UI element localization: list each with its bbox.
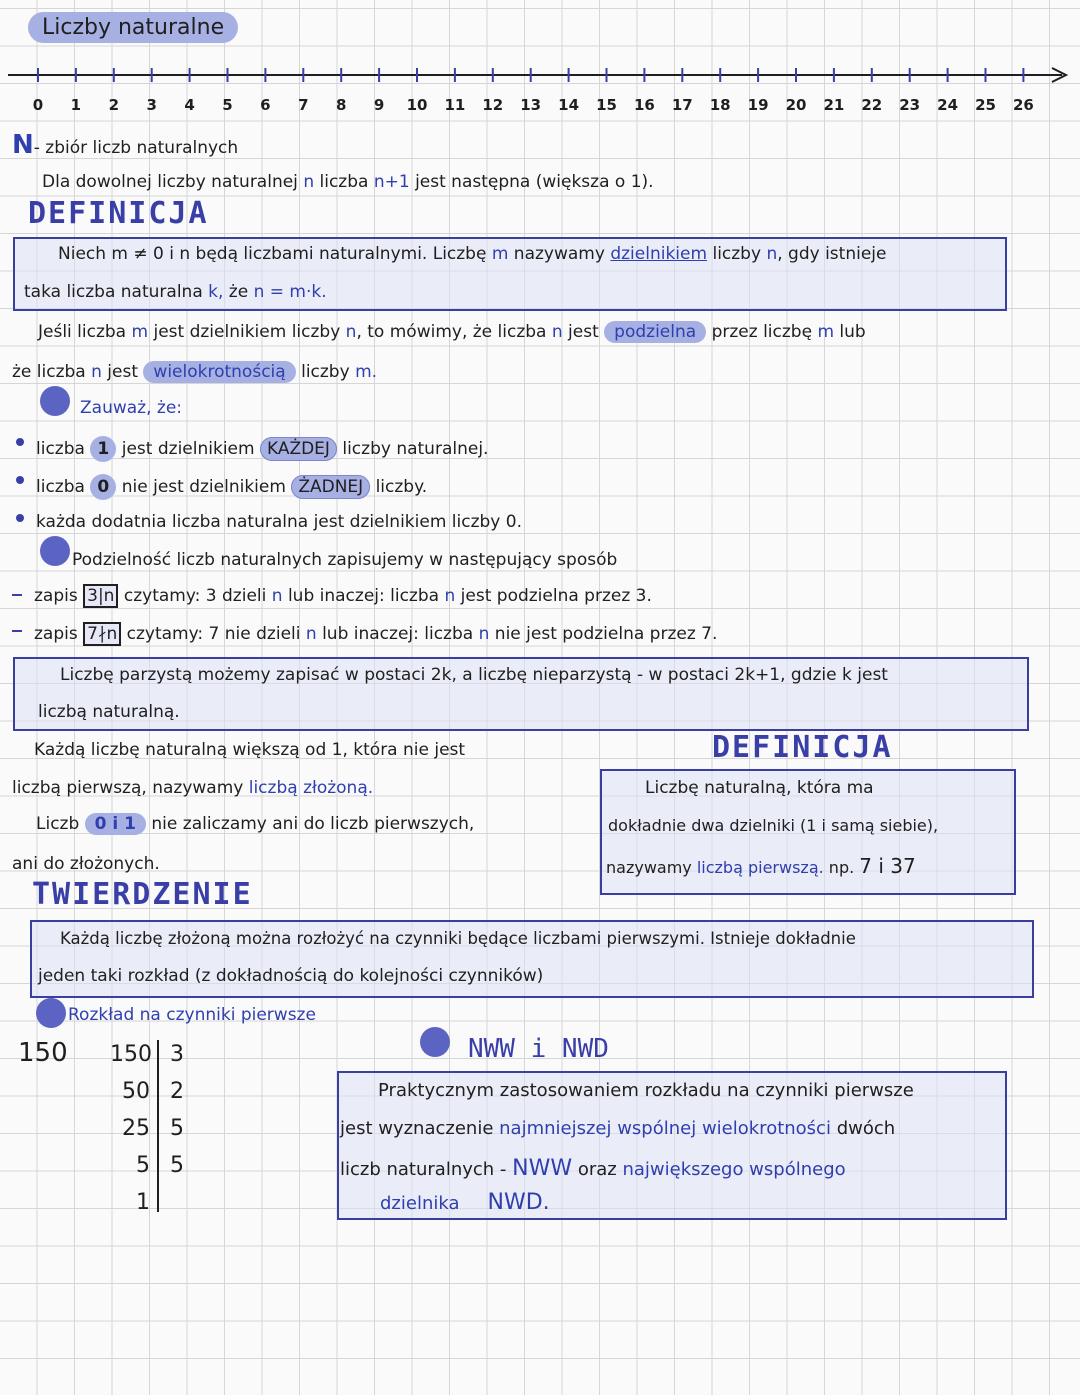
number-line-label: 25: [975, 96, 996, 114]
number-line-label: 20: [785, 96, 807, 114]
equation: n = m·k.: [253, 282, 327, 302]
text: lub: [834, 322, 866, 342]
factorization-number: 150: [18, 1038, 68, 1068]
chip-zadnej: ŻADNEJ: [291, 475, 370, 499]
number-line-label: 23: [899, 96, 921, 114]
text: liczba: [36, 439, 91, 459]
text: liczbą pierwszą, nazywamy: [12, 778, 249, 798]
composite-line-3: [36, 814, 474, 834]
term-dzielnik: dzielnikiem: [610, 244, 708, 264]
number-line-label: 0: [32, 96, 44, 114]
note-bullet-3: każda dodatnia liczba naturalna jest dzielnikiem liczby 0.: [36, 512, 522, 532]
text: jest podzielna przez 3.: [455, 586, 652, 606]
number-line-label: 6: [260, 96, 271, 114]
theorem-line-1: Każdą liczbę złożoną można rozłożyć na czynniki będące liczbami pierwszymi. Istnieje dokładnie: [60, 929, 856, 948]
term-podzielna: podzielna: [604, 321, 706, 343]
number-line-label: 19: [747, 96, 769, 114]
text: przez liczbę: [706, 322, 818, 342]
term-dzielnika: dzielnika: [380, 1193, 460, 1214]
text: jest dzielnikiem: [116, 439, 260, 459]
definition-2-line-1: Liczbę naturalną, która ma: [645, 778, 874, 798]
notation-row-2: [34, 624, 717, 644]
text: jest: [562, 322, 605, 342]
number-line-label: 22: [861, 96, 883, 114]
page-title: Liczby naturalne: [28, 12, 238, 43]
parity-line-2: liczbą naturalną.: [38, 702, 180, 722]
successor-line: [42, 172, 654, 192]
text: , to mówimy, że liczba: [356, 322, 552, 342]
abbr-nwd: NWD.: [487, 1190, 550, 1215]
dash: [12, 594, 22, 596]
section-dot: [420, 1027, 450, 1057]
number-line-label: 13: [520, 96, 542, 114]
number-line-label: 14: [558, 96, 580, 114]
text: Jeśli liczba: [38, 322, 132, 342]
text: Niech m ≠ 0 i n będą liczbami naturalnymi. Liczbę: [58, 244, 492, 264]
factorization-left-value: 5: [136, 1153, 150, 1178]
text: czytamy: 3 dzieli: [118, 586, 272, 606]
term-wielokrotnosc: wielokrotnością: [143, 361, 295, 383]
notation-box-7n: 7∤n: [83, 622, 121, 646]
number-line-label: 12: [482, 96, 504, 114]
text: jest wyznaczenie: [340, 1118, 500, 1139]
nww-line-1: Praktycznym zastosowaniem rozkładu na czynniki pierwsze: [378, 1080, 914, 1101]
var-n: n: [271, 586, 283, 606]
text: , gdy istnieje: [777, 244, 887, 264]
notation-heading: Podzielność liczb naturalnych zapisujemy w następujący sposób: [72, 550, 618, 570]
number-line-label: 10: [406, 96, 428, 114]
text: liczby.: [370, 477, 428, 497]
number-line-label: 8: [335, 96, 347, 114]
number-zero: 0: [90, 474, 116, 500]
number-line-label: 9: [373, 96, 385, 114]
bullet: [16, 476, 24, 484]
text: nazywamy: [508, 244, 611, 264]
term-liczba-pierwsza: liczbą pierwszą.: [696, 858, 824, 877]
number-line-label: 15: [596, 96, 617, 114]
var-n: n: [303, 172, 315, 192]
notation-row-1: [34, 586, 652, 606]
text: czytamy: 7 nie dzieli: [121, 624, 306, 644]
nww-heading: NWW i NWD: [468, 1034, 609, 1064]
chip-kazdej: KAŻDEJ: [260, 437, 337, 461]
abbr-nww: NWW: [512, 1156, 573, 1181]
text: np.: [823, 858, 860, 877]
text: że liczba: [12, 362, 92, 382]
theorem-heading: TWIERDZENIE: [32, 877, 253, 912]
number-one: 1: [90, 436, 116, 462]
text: nie jest podzielna przez 7.: [489, 624, 718, 644]
section-dot: [40, 386, 70, 416]
var-n: n: [478, 624, 490, 644]
nww-line-4: [380, 1190, 550, 1215]
factorization-left-value: 150: [110, 1042, 152, 1067]
text: liczba: [36, 477, 91, 497]
definition-heading-2: DEFINICJA: [712, 730, 893, 765]
text: taka liczba naturalna: [24, 282, 209, 302]
factorization-divider: [157, 1040, 159, 1212]
number-line-label: 2: [108, 96, 120, 114]
text: jest następna (większa o 1).: [409, 172, 654, 192]
set-n-symbol: N: [12, 130, 34, 160]
composite-line-1: Każdą liczbę naturalną większą od 1, która nie jest: [34, 740, 466, 760]
section-dot: [36, 998, 66, 1028]
var-k: k,: [208, 282, 224, 302]
note-heading: Zauważ, że:: [80, 398, 182, 418]
number-line-label: 7: [298, 96, 309, 114]
var-m: m.: [355, 362, 378, 382]
term-nwd: największego wspólnego: [622, 1159, 846, 1180]
definition-1-line-2: [24, 282, 327, 302]
number-line-label: 21: [823, 96, 845, 114]
text: jest: [101, 362, 144, 382]
definition-heading-1: DEFINICJA: [28, 196, 209, 231]
section-dot: [40, 536, 70, 566]
parity-line-1: Liczbę parzystą możemy zapisać w postaci 2k, a liczbę nieparzystą - w postaci 2k+1, gdzie k jest: [60, 665, 888, 685]
number-line-label: 1: [70, 96, 82, 114]
text: lub inaczej: liczba: [316, 624, 479, 644]
term-liczba-zlozona: liczbą złożoną.: [248, 778, 374, 798]
example: 7 i 37: [859, 854, 916, 878]
text: Dla dowolnej liczby naturalnej: [42, 172, 304, 192]
definition-2-line-2: dokładnie dwa dzielniki (1 i samą siebie),: [608, 816, 939, 835]
text: że: [223, 282, 254, 302]
text: Liczb: [36, 814, 85, 834]
divisible-line-2: [12, 362, 377, 382]
factorization-left-value: 50: [122, 1079, 150, 1104]
factorization-prime-factor: 2: [170, 1079, 184, 1104]
text: jest dzielnikiem liczby: [148, 322, 346, 342]
definition-1-line-1: [58, 244, 886, 264]
dash: [12, 630, 22, 632]
factorization-left-value: 1: [136, 1190, 150, 1215]
number-line-label: 3: [146, 96, 157, 114]
theorem-line-2: jeden taki rozkład (z dokładnością do kolejności czynników): [38, 966, 544, 986]
number-line-label: 16: [633, 96, 655, 114]
var-n1: n+1: [373, 172, 410, 192]
var-n: n: [345, 322, 357, 342]
note-bullet-2: [36, 474, 427, 500]
number-line-label: 18: [709, 96, 731, 114]
note-bullet-1: [36, 436, 488, 462]
text: liczby naturalnej.: [336, 439, 489, 459]
number-line-label: 26: [1012, 96, 1034, 114]
text: zapis: [34, 586, 84, 606]
var-n: n: [551, 322, 563, 342]
set-n-line: [12, 130, 238, 160]
bullet: [16, 438, 24, 446]
divisible-line-1: [38, 322, 866, 342]
factorization-heading: Rozkład na czynniki pierwsze: [68, 1005, 316, 1025]
factorization-prime-factor: 3: [170, 1042, 184, 1067]
text: dwóch: [830, 1118, 896, 1139]
factorization-prime-factor: 5: [170, 1116, 184, 1141]
bullet: [16, 514, 24, 522]
text: nie zaliczamy ani do liczb pierwszych,: [146, 814, 475, 834]
text: zapis: [34, 624, 84, 644]
factorization-prime-factor: 5: [170, 1153, 184, 1178]
definition-2-line-3: [606, 854, 916, 878]
composite-line-2: [12, 778, 373, 798]
var-n: n: [91, 362, 102, 382]
var-m: m: [131, 322, 149, 342]
text: liczby: [707, 244, 767, 264]
notation-box-3n: 3|n: [83, 584, 118, 608]
text: nazywamy: [606, 858, 697, 877]
number-line-label: 24: [937, 96, 959, 114]
var-n: n: [766, 244, 778, 264]
number-line-label: 4: [184, 96, 195, 114]
term-nww: najmniejszej wspólnej wielokrotności: [499, 1118, 831, 1139]
number-line: [0, 60, 1080, 90]
nww-line-2: [340, 1118, 895, 1139]
nww-line-3: [340, 1156, 846, 1181]
set-n-text: - zbiór liczb naturalnych: [33, 138, 239, 158]
var-m: m: [817, 322, 835, 342]
number-line-label: 11: [444, 96, 466, 114]
var-m: m: [491, 244, 509, 264]
number-line-label: 5: [222, 96, 233, 114]
var-n: n: [305, 624, 317, 644]
chip-zero-one: 0 i 1: [85, 813, 146, 835]
text: liczby: [295, 362, 356, 382]
factorization-left-value: 25: [122, 1116, 150, 1141]
composite-line-4: ani do złożonych.: [12, 854, 160, 874]
text: oraz: [572, 1159, 623, 1180]
var-n: n: [444, 586, 456, 606]
text: nie jest dzielnikiem: [116, 477, 292, 497]
text: lub inaczej: liczba: [282, 586, 445, 606]
text: liczb naturalnych -: [340, 1159, 513, 1180]
text: liczba: [314, 172, 374, 192]
number-line-label: 17: [671, 96, 693, 114]
